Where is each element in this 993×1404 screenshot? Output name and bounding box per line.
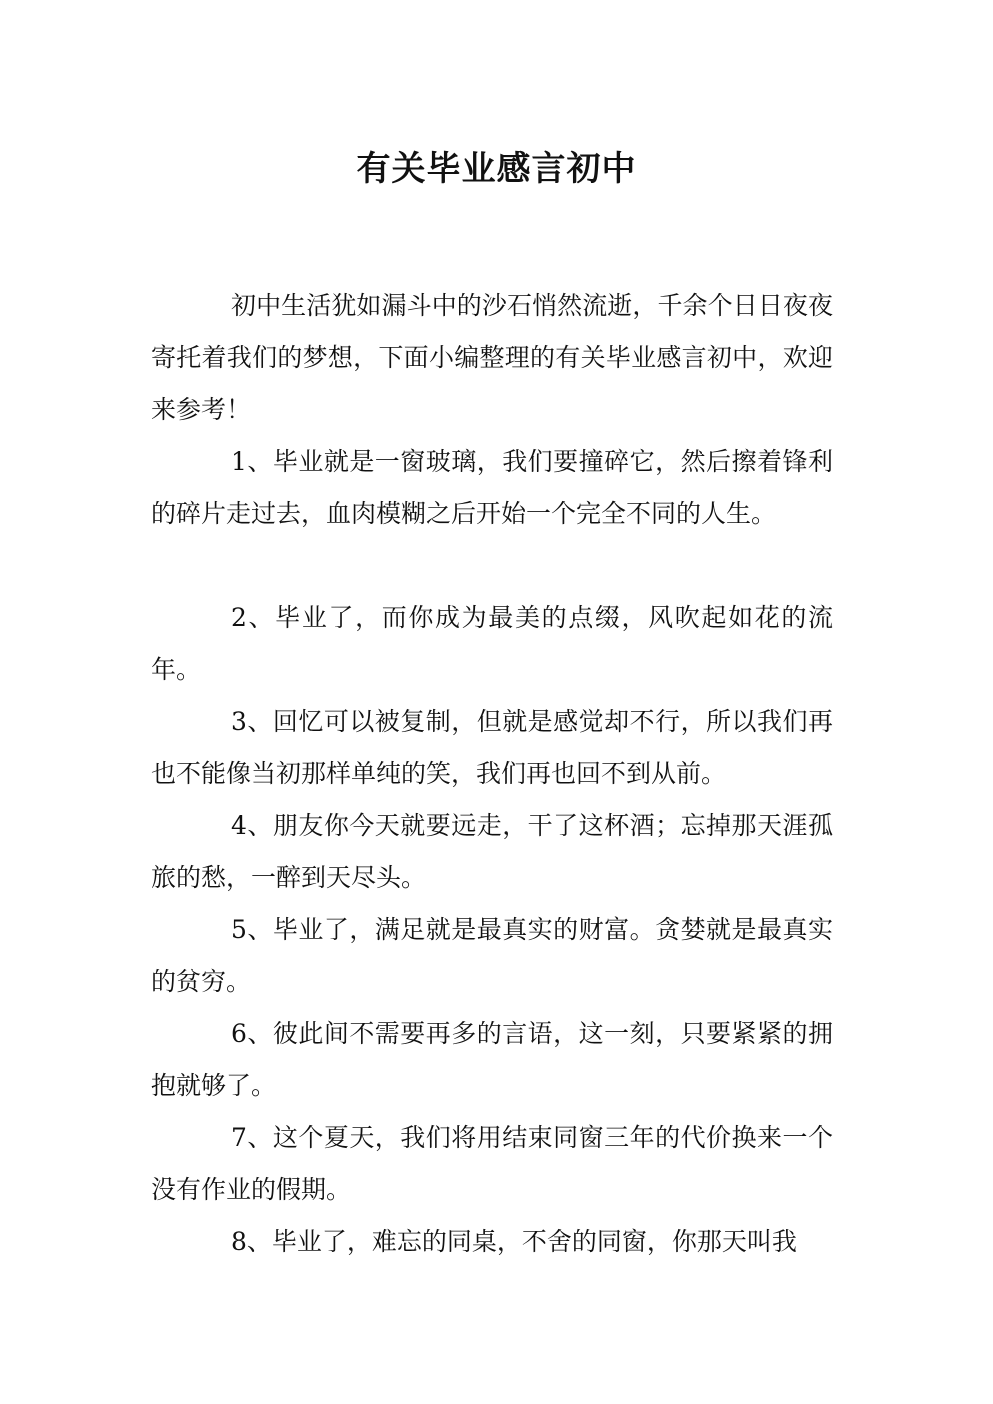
paragraph-item-2: 2、毕业了，而你成为最美的点缀，风吹起如花的流年。 bbox=[151, 603, 833, 684]
paragraph-item-5: 5、毕业了，满足就是最真实的财富。贪婪就是最真实的贫穷。 bbox=[151, 915, 833, 996]
paragraph-item-3: 3、回忆可以被复制，但就是感觉却不行，所以我们再也不能像当初那样单纯的笑，我们再也回不到从前。 bbox=[151, 707, 833, 788]
paragraph-item-7: 7、这个夏天，我们将用结束同窗三年的代价换来一个没有作业的假期。 bbox=[151, 1123, 833, 1204]
paragraph-item-4: 4、朋友你今天就要远走，干了这杯酒；忘掉那天涯孤旅的愁，一醉到天尽头。 bbox=[151, 811, 833, 892]
paragraph-item-8: 8、毕业了，难忘的同桌，不舍的同窗，你那天叫我 bbox=[231, 1227, 797, 1256]
paragraph-item-1: 1、毕业就是一窗玻璃，我们要撞碎它，然后擦着锋利的碎片走过去，血肉模糊之后开始一个完全不同的人生。 bbox=[151, 447, 833, 528]
paragraph-intro: 初中生活犹如漏斗中的沙石悄然流逝，千余个日日夜夜寄托着我们的梦想，下面小编整理的有关毕业感言初中，欢迎来参考！ bbox=[151, 291, 833, 424]
document-title: 有关毕业感言初中 bbox=[356, 148, 637, 189]
document-body bbox=[151, 280, 833, 1268]
paragraph-item-6: 6、彼此间不需要再多的言语，这一刻，只要紧紧的拥抱就够了。 bbox=[151, 1019, 833, 1100]
